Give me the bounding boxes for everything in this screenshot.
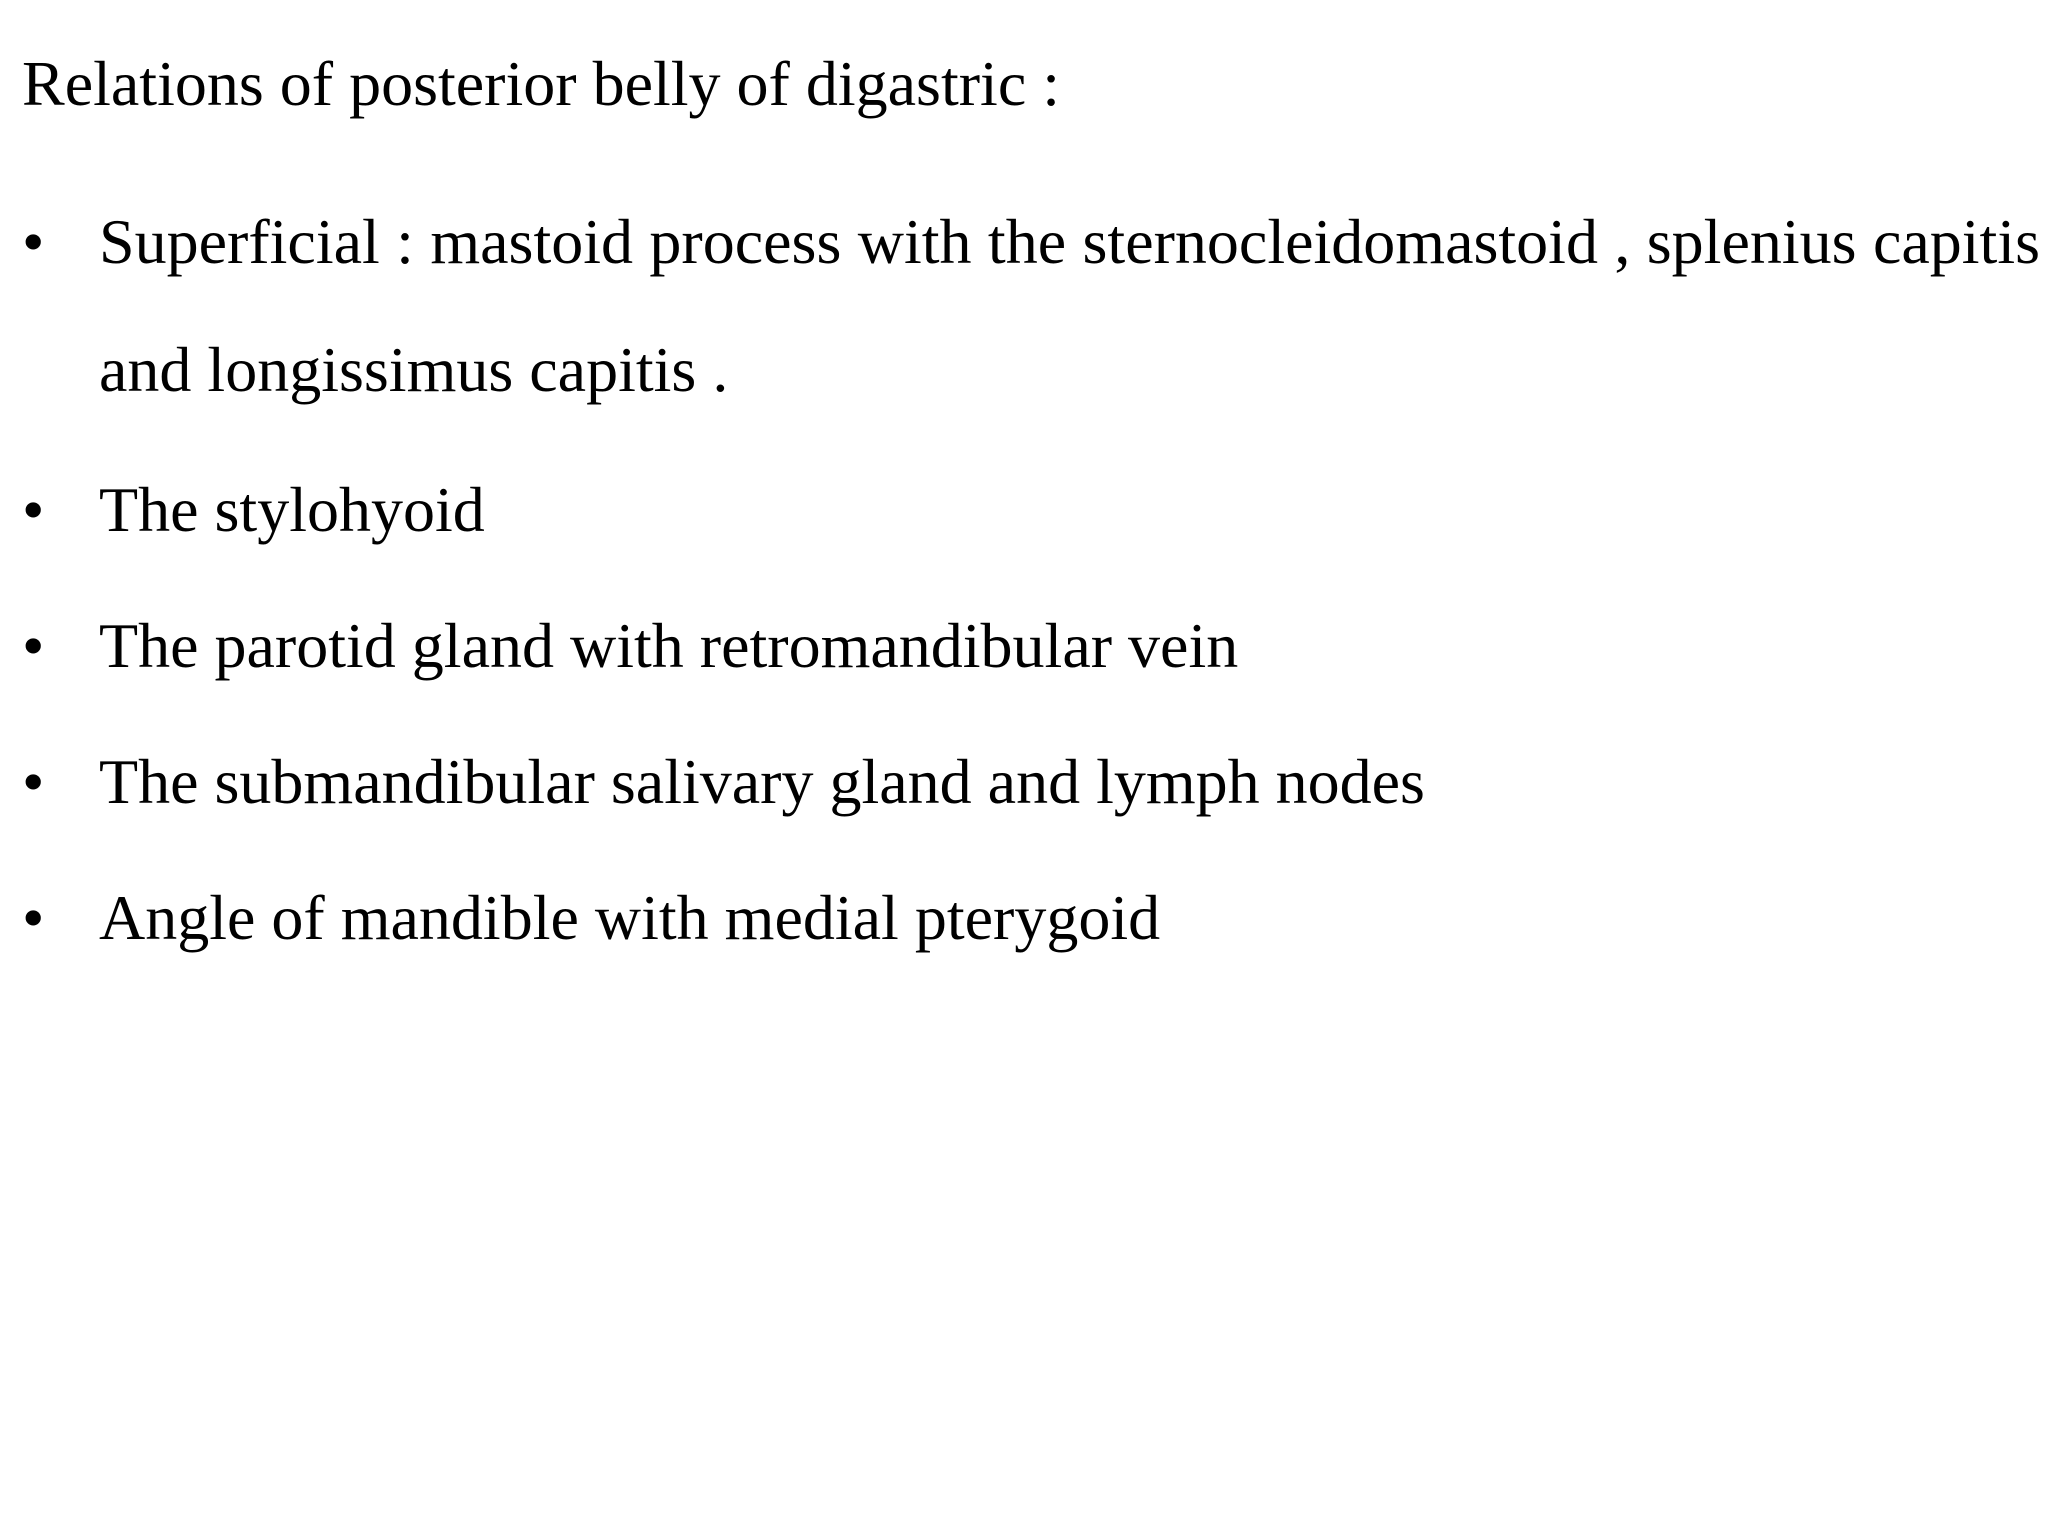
list-item-text: The submandibular salivary gland and lymph nodes [99, 746, 1425, 817]
list-item-text: Angle of mandible with medial pterygoid [99, 882, 1161, 953]
slide-heading: Relations of posterior belly of digastric : [22, 48, 1060, 119]
list-item-text: The stylohyoid [99, 474, 485, 545]
bullet-icon: • [22, 610, 45, 681]
list-item [0, 854, 2040, 982]
list-item [0, 718, 2040, 846]
list-item-text: The parotid gland with retromandibular vein [99, 610, 1239, 681]
bullet-icon: • [22, 206, 45, 277]
bullet-list [0, 178, 2040, 990]
bullet-icon: • [22, 882, 45, 953]
list-item [0, 446, 2040, 574]
list-item-text: Superficial : mastoid process with the sternocleidomastoid , splenius capitis and longissimus capitis . [99, 206, 2040, 405]
list-item [0, 178, 2040, 434]
bullet-icon: • [22, 474, 45, 545]
bullet-icon: • [22, 746, 45, 817]
list-item [0, 582, 2040, 710]
